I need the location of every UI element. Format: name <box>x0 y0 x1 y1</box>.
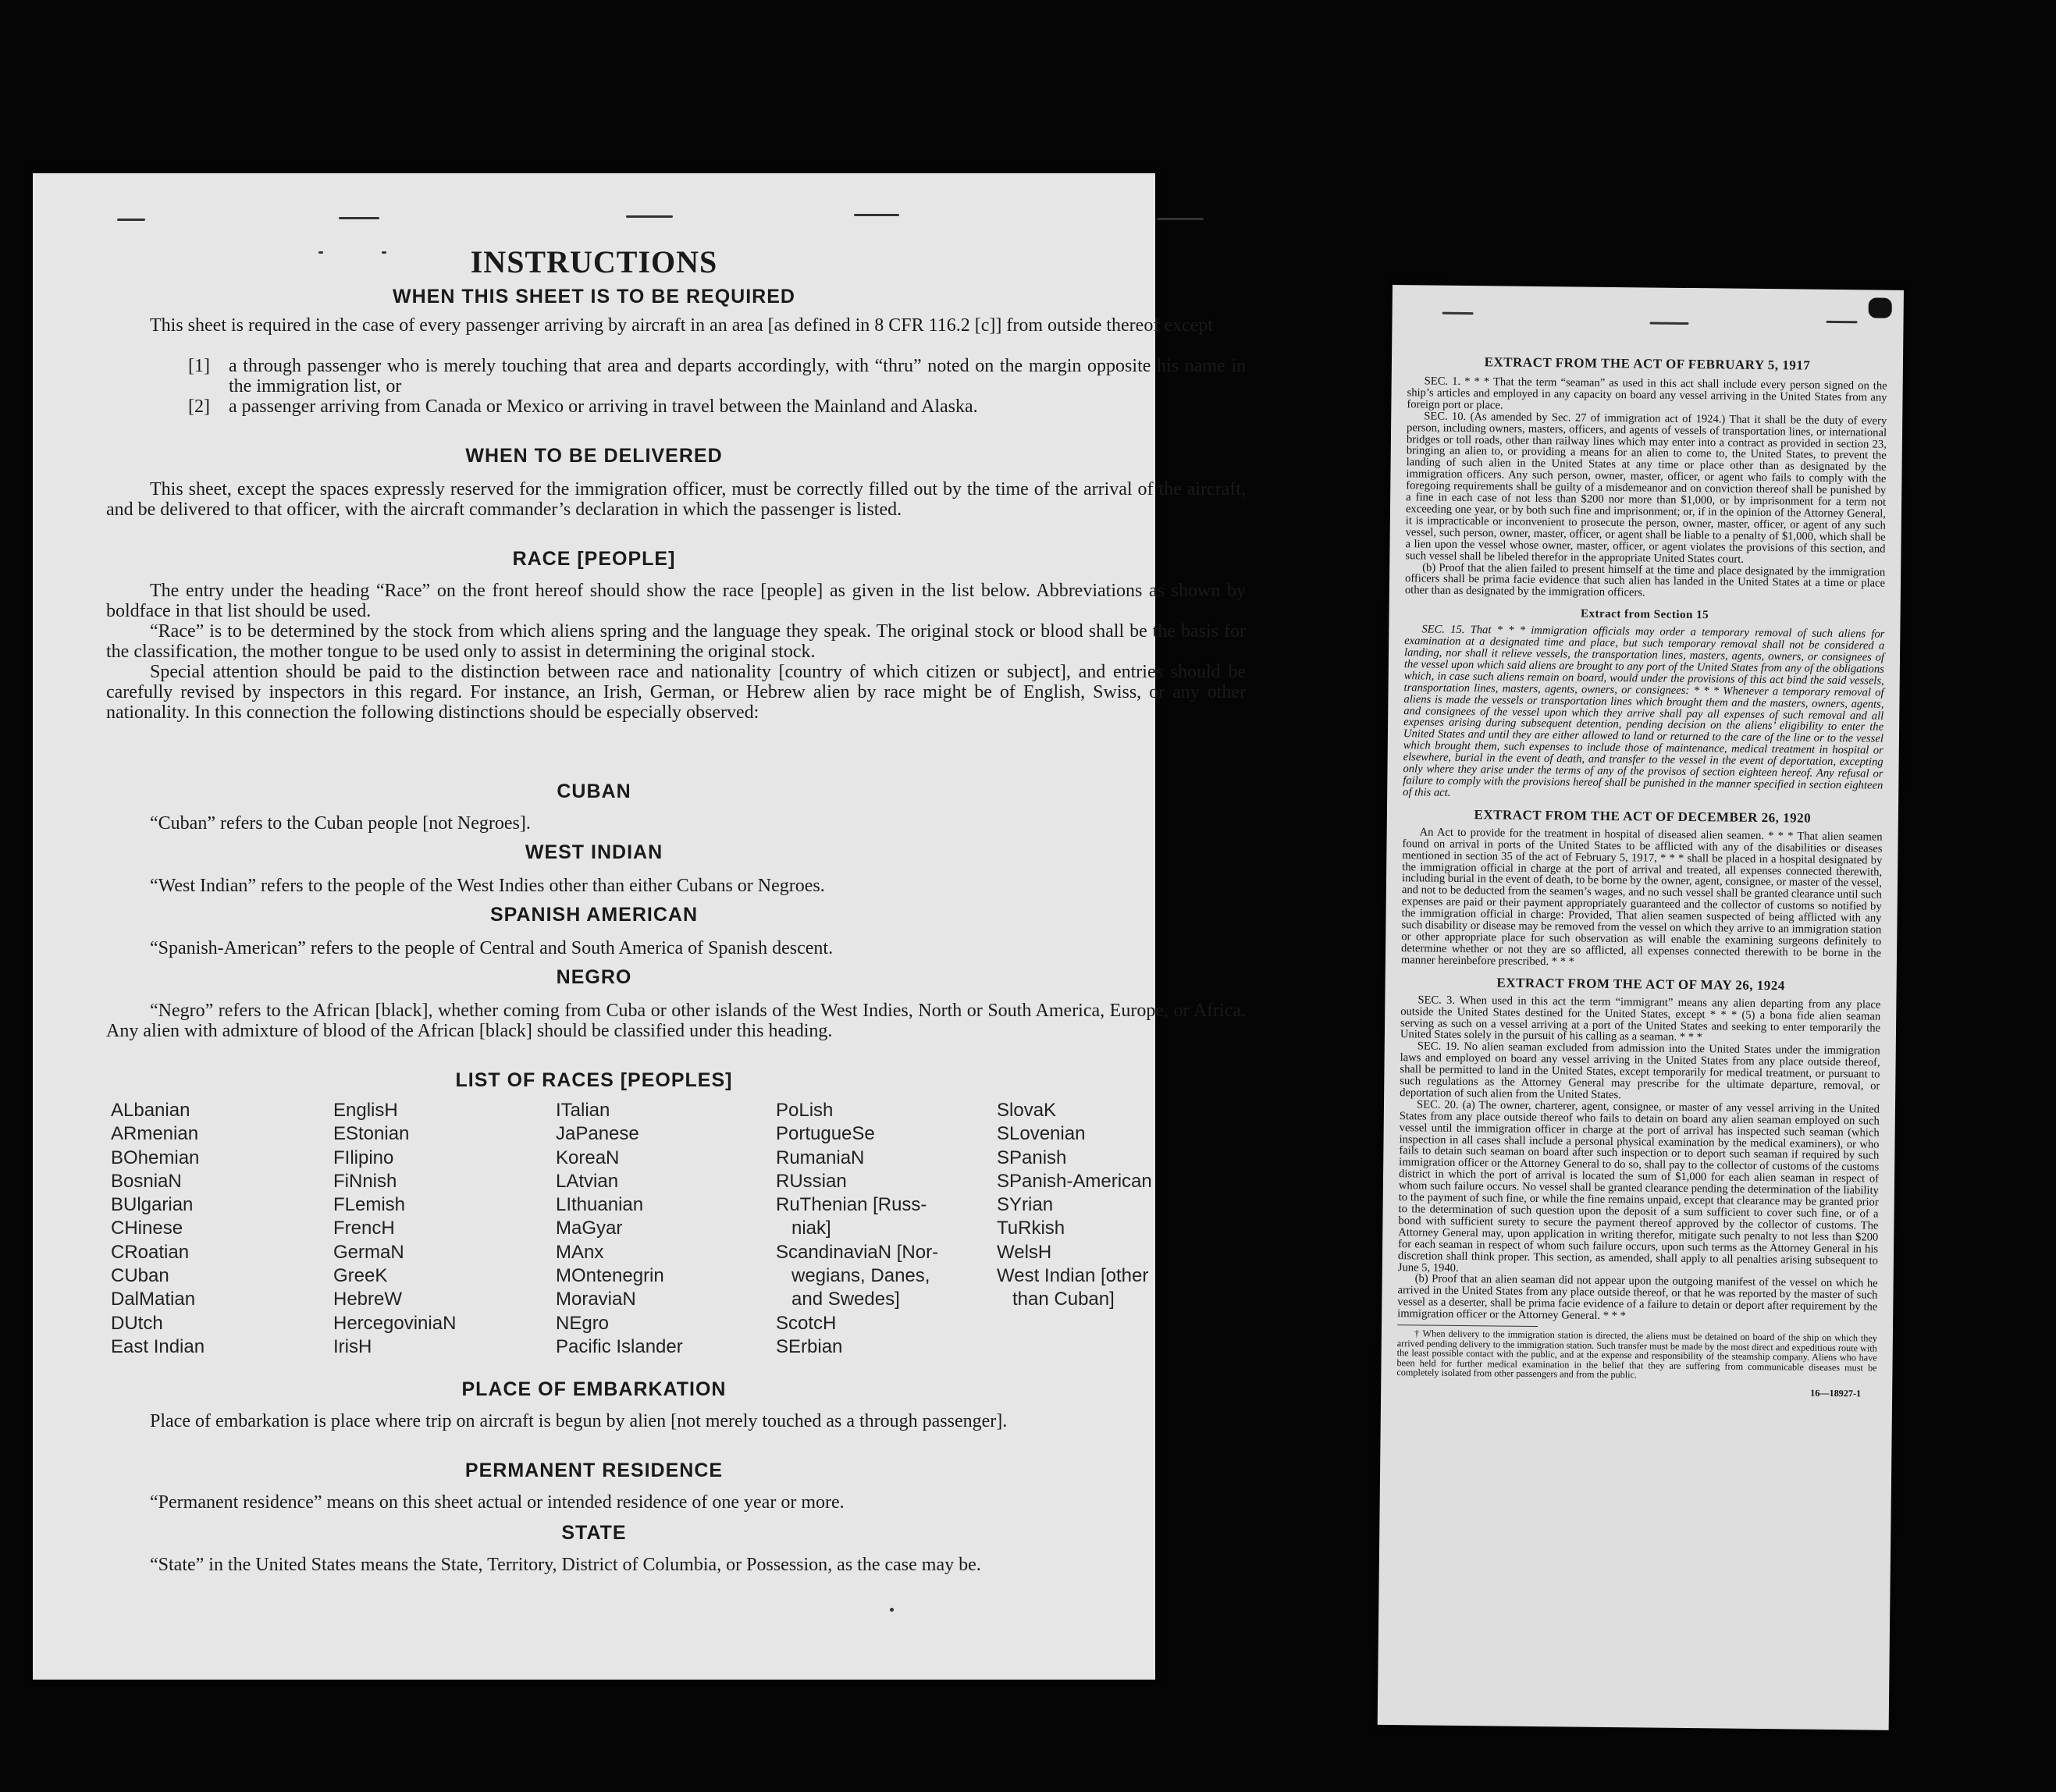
race-item: BosniaN <box>111 1170 182 1192</box>
paragraph-sec-15: SEC. 15. That * * * immigration officials may order a temporary removal of such aliens for examination at a designated time and place, but such temporary removal shall not be considered a landing, nor shall it relieve vessels, the transportation lines, masters, agents, owners, or consignees of the vessel upon which said aliens are brought to any port of the United States from any of the obligations which, in case such aliens remain on board, would under the provisions of this act bind the said vessels, transportation lines, masters, agents, owners, or consignees: * * * Whenever a temporary removal of aliens is made the vessels or transportation lines which brought them and the masters, owners, agents, and consignees of the vessel upon which they arrive shall pay all expenses of such removal and all expenses arising during subsequent detention, pending decision on the aliens’ eligibility to enter the United States and until they are either allowed to land or returned to the care of the line or to the vessel which brought them, such expenses to include those of maintenance, medical treatment in hospital or elsewhere, burial in the event of death, and transfer to the vessel in the event of deportation, excepting only where they arise under the terms of any of the provisos of section eighteen hereof. Any refusal or failure to comply with the provisions hereof shall be punished in the manner specified in section eighteen of this act. <box>1403 623 1885 799</box>
race-item: HebreW <box>333 1289 403 1310</box>
race-item: ALbanian <box>111 1100 190 1121</box>
paragraph-sec-20a: SEC. 20. (a) The owner, charterer, agent, consignee, or master of any vessel arriving in the United States from any place outside thereof who fails to detain on board any alien seaman employed on such vessel until the immigration officer in charge at the port of arrival has inspected such seaman (which inspection in all cases shall include a personal physical examination by the medical examiners), or who fails to detain such seaman on board after such inspection or to deport such seaman if required by such immigration officer or the Attorney General to do so, shall pay to the collector of customs of the customs district in which the port of arrival is located the sum of $1,000 for each alien seaman in respect of whom such failure occurs. No vessel shall be granted clearance pending the determination of the liability to the payment of such fine, or while the fine remains unpaid, except that clearance may be granted prior to the determination of such question upon the deposit of a sum sufficient to cover such fine, or of a bond with sufficient surety to secure the payment thereof approved by the collector of customs. The Attorney General may, upon application in writing therefor, mitigate such penalty to not less than $200 for each seaman in respect of whom such failure occurs, upon such terms as the Attorney General in his discretion shall think proper. This section, as amended, shall apply to all penalties arising subsequent to June 5, 1940. <box>1397 1098 1880 1275</box>
race-item: BUlgarian <box>111 1194 194 1216</box>
race-item: PoLish <box>776 1100 834 1121</box>
race-item: MOntenegrin <box>556 1265 664 1287</box>
race-item: DUtch <box>111 1312 163 1334</box>
paragraph-sec-10b: (b) Proof that the alien failed to present himself at the time and place designated by the immigration officers shall be prima facie evidence that such alien has landed in the United States at a time or place other than as designated by the immigration officers. <box>1404 560 1886 599</box>
race-item: JaPanese <box>556 1123 639 1145</box>
race-item: KoreaN <box>556 1147 620 1168</box>
heading-when-required: WHEN THIS SHEET IS TO BE REQUIRED <box>393 286 795 308</box>
race-item: ScandinaviaN [Nor- <box>776 1241 939 1263</box>
paragraph-negro: “Negro” refers to the African [black], whether coming from Cuba or other islands of the West Indies, North or South America, Europe, or Africa. Any alien with admixture of blood of the African [black] should be classified under this heading. <box>106 1001 1246 1041</box>
heading-act-1917: EXTRACT FROM THE ACT OF FEBRUARY 5, 1917 <box>1484 354 1811 373</box>
paragraph-act-1920: An Act to provide for the treatment in hospital of diseased alien seamen. * * * That alien seamen found on arrival in ports of the United States to be afflicted with any of the disabilities or diseases mentioned in section 35 of the act of February 5, 1917, * * * shall be placed in a hospital designated by the immigration official in charge at the port of arrival and treated, all expenses connected therewith, including burial in the event of death, to be borne by the owner, agent, consignee, or master of the vessel, and not to be deducted from the seamen’s wages, and no such vessel shall be granted clearance until such expenses are paid or their payment appropriately guaranteed and the collector of customs so notified by the immigration official in charge: Provided, That alien seamen suspected of being afflicted with any such disability or disease may be removed from the vessel on which they arrive to an immigration station or other appropriate place for such observation as will enable the examining surgeons definitely to determine whether or not they are so afflicted, all expenses connected therewith to be borne in the manner hereinbefore prescribed. * * * <box>1400 826 1883 969</box>
exception-item-2 <box>188 396 1246 417</box>
race-item: MoraviaN <box>556 1289 636 1310</box>
race-item: RuThenian [Russ- <box>776 1194 927 1216</box>
race-item: DalMatian <box>111 1289 196 1310</box>
race-item: and Swedes] <box>776 1289 900 1310</box>
race-column <box>776 1099 997 1359</box>
race-column <box>111 1099 333 1359</box>
race-column <box>556 1099 776 1359</box>
paragraph-sec-10: SEC. 10. (As amended by Sec. 27 of immigration act of 1924.) That it shall be the duty of every person, including owners, masters, officers, and agents of vessels of transportation lines, or international bridges or toll roads, other than railway lines which may enter into a contract as provided in section 23, bringing an alien to, or providing a means for an alien to come to, the United States, to prevent the landing of such alien in the United States at any time or place other than as designated by the immigration officers. Any such person, owner, master, officer, or agent who fails to comply with the foregoing requirements shall be guilty of a misdemeanor and on conviction thereof shall be punished by a fine in each case of not less than $200 nor more than $1,000, or by imprisonment for a term not exceeding one year, or by both such fine and imprisonment; or, if in the opinion of the Attorney General, it is impracticable or inconvenient to prosecute the person, owner, master, officer, or agent of any such vessel, such person, owner, master, officer, or agent shall be liable to a penalty of $1,000, which shall be a lien upon the vessel whose owner, master, officer, or agent violates the provisions of this section, and such vessel shall be libeled therefor in the appropriate United States court. <box>1405 410 1887 566</box>
heading-west-indian: WEST INDIAN <box>525 841 663 863</box>
race-item: wegians, Danes, <box>776 1265 930 1287</box>
race-item: NEgro <box>556 1312 610 1334</box>
heading-spanish-american: SPANISH AMERICAN <box>489 904 698 926</box>
paragraph-residence: “Permanent residence” means on this sheet actual or intended residence of one year or more. <box>150 1492 845 1513</box>
scan-specks <box>33 197 1155 228</box>
race-item: FLemish <box>333 1194 406 1216</box>
paragraph-embarkation: Place of embarkation is place where trip on aircraft is begun by alien [not merely touched as a through passenger]. <box>150 1411 1008 1431</box>
race-item: ITalian <box>556 1100 610 1121</box>
race-item: FiNnish <box>333 1170 397 1192</box>
exception-text: a through passenger who is merely touching that area and departs accordingly, with “thru” noted on the margin opposite his name in the immigration list, or <box>229 356 1246 396</box>
exception-number: [1] <box>188 356 210 376</box>
race-item: CUban <box>111 1265 169 1287</box>
race-item: SlovaK <box>997 1100 1057 1121</box>
heading-when-delivered: WHEN TO BE DELIVERED <box>465 445 723 467</box>
exception-number: [2] <box>188 396 210 417</box>
instructions-sheet <box>33 173 1246 1680</box>
race-item: RumaniaN <box>776 1147 865 1168</box>
paragraph-race-1: The entry under the heading “Race” on the front hereof should show the race [people] as given in the list below. Abbreviations as shown by boldface in that list should be used. <box>106 581 1246 621</box>
heading-act-1924: EXTRACT FROM THE ACT OF MAY 26, 1924 <box>1496 975 1785 994</box>
paragraph-sec-20b: (b) Proof that an alien seaman did not appear upon the outgoing manifest of the vessel on which he arrived in the United States from any place outside thereof, or that he was reported by the master of such vessel as a deserter, shall be prima facie evidence of a failure to detain or deport after requirement by the immigration officer or the Attorney General. * * * <box>1397 1272 1878 1323</box>
heading-state: STATE <box>561 1522 627 1544</box>
form-number: 16—18927-1 <box>1810 1387 1862 1399</box>
paragraph-race-2: “Race” is to be determined by the stock from which aliens spring and the language they speak. The original stock or blood shall be the basis for the classification, the mother tongue to be used only to assist in determining the original stock. <box>106 621 1246 662</box>
heading-negro: NEGRO <box>556 966 632 988</box>
race-item: EnglisH <box>333 1100 398 1121</box>
race-item: FIlipino <box>333 1147 394 1168</box>
paragraph-west-indian: “West Indian” refers to the people of the West Indies other than either Cubans or Negroes. <box>150 876 825 896</box>
race-item: niak] <box>776 1218 831 1239</box>
heading-list-of-races: LIST OF RACES [PEOPLES] <box>455 1069 733 1091</box>
race-item: HercegoviniaN <box>333 1312 457 1334</box>
paragraph-delivered: This sheet, except the spaces expressly reserved for the immigration officer, must be correctly filled out by the time of the arrival of the aircraft, and be delivered to that officer, with the aircraft commander’s declaration in which the passenger is listed. <box>106 479 1246 520</box>
race-item: SYrian <box>997 1194 1054 1216</box>
paragraph-state: “State” in the United States means the State, Territory, District of Columbia, or Possession, as the case may be. <box>150 1555 981 1575</box>
race-item: EStonian <box>333 1123 410 1145</box>
race-item: West Indian [other <box>997 1265 1149 1287</box>
race-list <box>111 1099 1219 1359</box>
race-item: RUssian <box>776 1170 847 1192</box>
exception-text: a passenger arriving from Canada or Mexico or arriving in travel between the Mainland and Alaska. <box>229 396 978 417</box>
heading-residence: PERMANENT RESIDENCE <box>464 1460 724 1481</box>
race-item: MaGyar <box>556 1218 623 1239</box>
race-item: WelsH <box>997 1241 1052 1263</box>
paragraph-required: This sheet is required in the case of every passenger arriving by aircraft in an area [as defined in 8 CFR 116.2 [c]] from outside thereof except <box>150 315 1213 336</box>
paragraph-sec-3: SEC. 3. When used in this act the term “immigrant” means any alien departing from any place outside the United States destined for the United States, except * * * (5) a bona fide alien seaman serving as such on a vessel arriving at a port of the United States and seeking to enter temporarily the United States solely in the pursuit of his calling as a seaman. * * * <box>1400 994 1881 1044</box>
race-item: ScotcH <box>776 1312 837 1334</box>
paragraph-cuban: “Cuban” refers to the Cuban people [not Negroes]. <box>150 813 531 834</box>
heading-embarkation: PLACE OF EMBARKATION <box>461 1378 727 1400</box>
race-item: SPanish <box>997 1147 1067 1168</box>
race-item: TuRkish <box>997 1218 1065 1239</box>
race-item: SLovenian <box>997 1123 1086 1145</box>
footnote: † When delivery to the immigration station is directed, the aliens must be detained on board of the ship on which they arrived pending delivery to the immigration station. Such transfer must be made by the most direct and expeditious route with the least possible contact with the public, and at the expense and responsibility of the steamship company. Aliens who have been held for further medical examination in the belief that they are suffering from communicable diseases must be completely isolated from other passengers and from the public. <box>1396 1328 1877 1381</box>
race-item: PortugueSe <box>776 1123 875 1145</box>
race-item: CRoatian <box>111 1241 190 1263</box>
paragraph-sec-1: SEC. 1. * * * That the term “seaman” as used in this act shall include every person signed on the ship’s articles and employed in any capacity on board any vessel arriving in the United States from any foreign port or place. <box>1407 375 1887 412</box>
paragraph-sec-19: SEC. 19. No alien seaman excluded from admission into the United States under the immigration laws and employed on board any vessel arriving in the United States from any place outside thereof, shall be permitted to land in the United States, except temporarily for medical treatment, or pursuant to such regulations as the Attorney General may prescribe for the ultimate departure, removal, or deportation of such alien from the United States. <box>1400 1040 1880 1102</box>
race-column <box>333 1099 556 1359</box>
race-column <box>997 1099 1200 1359</box>
race-item: GermaN <box>333 1241 404 1263</box>
act-extracts-sheet <box>1378 285 1904 1730</box>
race-item: SPanish-American <box>997 1170 1152 1192</box>
heading-race: RACE [PEOPLE] <box>512 548 676 570</box>
race-item: GreeK <box>333 1265 388 1287</box>
race-item: SErbian <box>776 1335 843 1357</box>
heading-act-1920: EXTRACT FROM THE ACT OF DECEMBER 26, 1920 <box>1474 806 1812 826</box>
race-item: East Indian <box>111 1335 205 1357</box>
race-item: FrencH <box>333 1218 395 1239</box>
paragraph-spanish-american: “Spanish-American” refers to the people of Central and South America of Spanish descent. <box>150 938 834 958</box>
race-item: BOhemian <box>111 1147 200 1168</box>
race-item: LAtvian <box>556 1170 619 1192</box>
race-item: than Cuban] <box>997 1289 1115 1310</box>
exception-item-1 <box>188 356 1246 396</box>
heading-section-15: Extract from Section 15 <box>1580 607 1709 622</box>
race-item: IrisH <box>333 1335 372 1357</box>
race-item: LIthuanian <box>556 1194 644 1216</box>
paragraph-race-3: Special attention should be paid to the distinction between race and nationality [country of which citizen or subject], and entries should be carefully revised by inspectors in this regard. For instance, an Irish, German, or Hebrew alien by race might be of English, Swiss, or any other nationality. In this connection the following distinctions should be especially observed: <box>106 662 1246 723</box>
race-item: Pacific Islander <box>556 1335 683 1357</box>
heading-cuban: CUBAN <box>557 780 631 802</box>
scan-specks <box>1393 285 1904 290</box>
race-item: MAnx <box>556 1241 604 1263</box>
scan-dot <box>890 1608 894 1612</box>
race-item: ARmenian <box>111 1123 199 1145</box>
race-item: CHinese <box>111 1218 183 1239</box>
page-title: INSTRUCTIONS <box>470 244 718 279</box>
